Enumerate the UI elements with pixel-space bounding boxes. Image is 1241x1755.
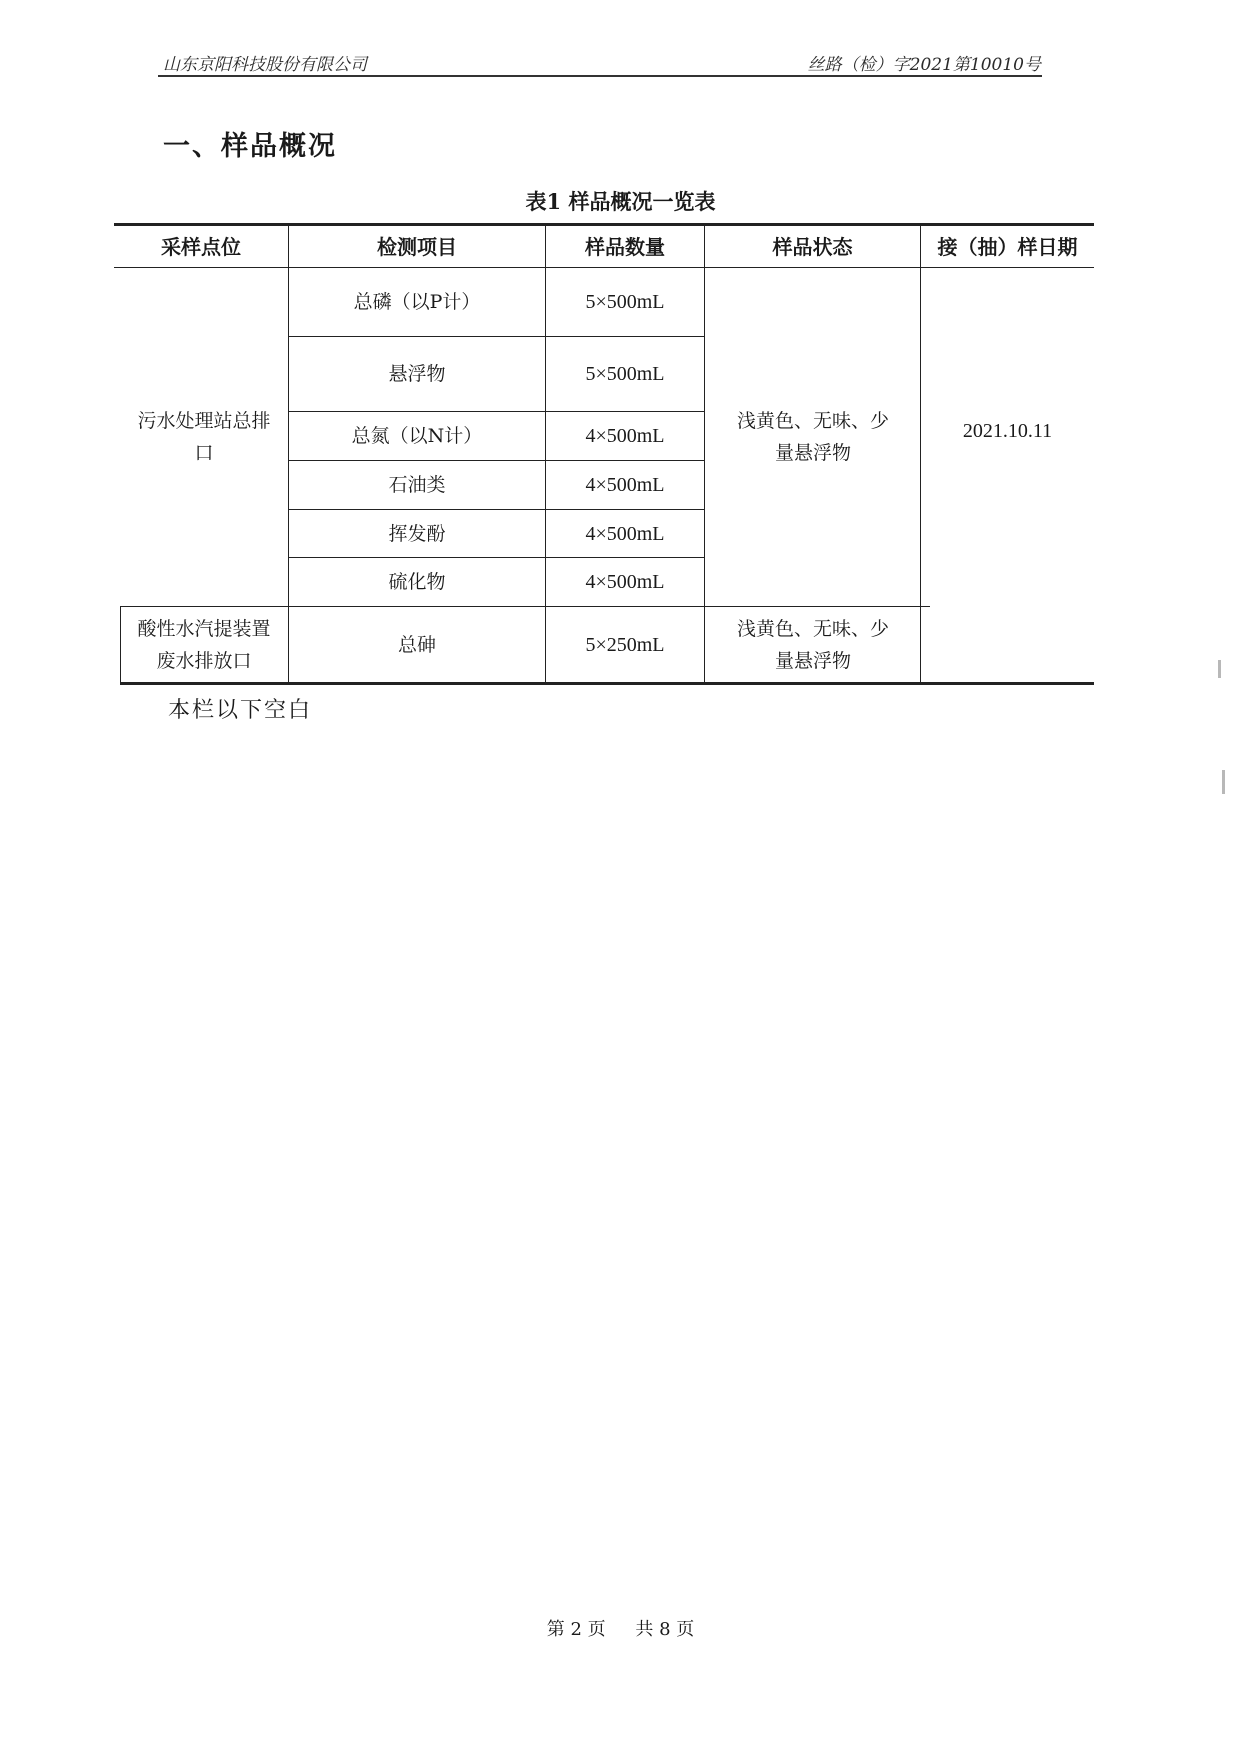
sampling-location: 酸性水汽提装置废水排放口	[137, 617, 271, 672]
sample-quantity: 4×500mL	[585, 522, 665, 545]
header-divider	[158, 75, 1042, 77]
header-cell: 样品数量	[585, 234, 665, 259]
scan-artifact	[1218, 660, 1221, 678]
table-caption: 表1 样品概况一览表	[525, 189, 716, 214]
page-number: 第 2 页	[546, 1619, 606, 1640]
sample-quantity: 4×500mL	[585, 425, 665, 447]
sample-quantity: 5×500mL	[585, 291, 665, 313]
test-item: 悬浮物	[388, 363, 446, 385]
test-item: 挥发酚	[388, 522, 446, 545]
sampling-location: 污水处理站总排口	[137, 410, 271, 464]
header-cell: 样品状态	[772, 234, 853, 259]
page-total: 共 8 页	[635, 1619, 695, 1640]
header-cell: 检测项目	[377, 234, 457, 259]
blank-below-note: 本栏以下空白	[168, 698, 313, 723]
header-cell: 采样点位	[161, 234, 241, 259]
test-item: 总砷	[397, 633, 436, 656]
company-name: 山东京阳科技股份有限公司	[163, 55, 367, 75]
page-footer	[0, 1615, 1241, 1641]
section-title: 一、样品概况	[163, 131, 337, 162]
sample-status: 浅黄色、无味、少量悬浮物	[736, 410, 889, 464]
sample-quantity: 4×500mL	[585, 474, 665, 496]
test-item: 石油类	[388, 474, 446, 496]
table-bottom-rule	[120, 682, 1094, 685]
test-item: 硫化物	[388, 571, 446, 593]
scan-artifact	[1222, 770, 1225, 794]
header-cell: 接（抽）样日期	[937, 234, 1078, 259]
group-left-edge	[120, 606, 121, 684]
column-divider	[704, 223, 705, 684]
sampling-date: 2021.10.11	[962, 419, 1053, 442]
test-item: 总磷（以P计）	[353, 291, 481, 313]
sample-quantity: 5×250mL	[585, 633, 665, 656]
report-number: 丝路（检）字2021第10010号	[807, 55, 1041, 75]
sample-overview-table	[114, 223, 1094, 691]
sample-quantity: 5×500mL	[585, 363, 665, 385]
test-item: 总氮（以N计）	[351, 425, 483, 447]
sample-status: 浅黄色、无味、少量悬浮物	[736, 617, 889, 672]
sample-quantity: 4×500mL	[585, 571, 665, 593]
